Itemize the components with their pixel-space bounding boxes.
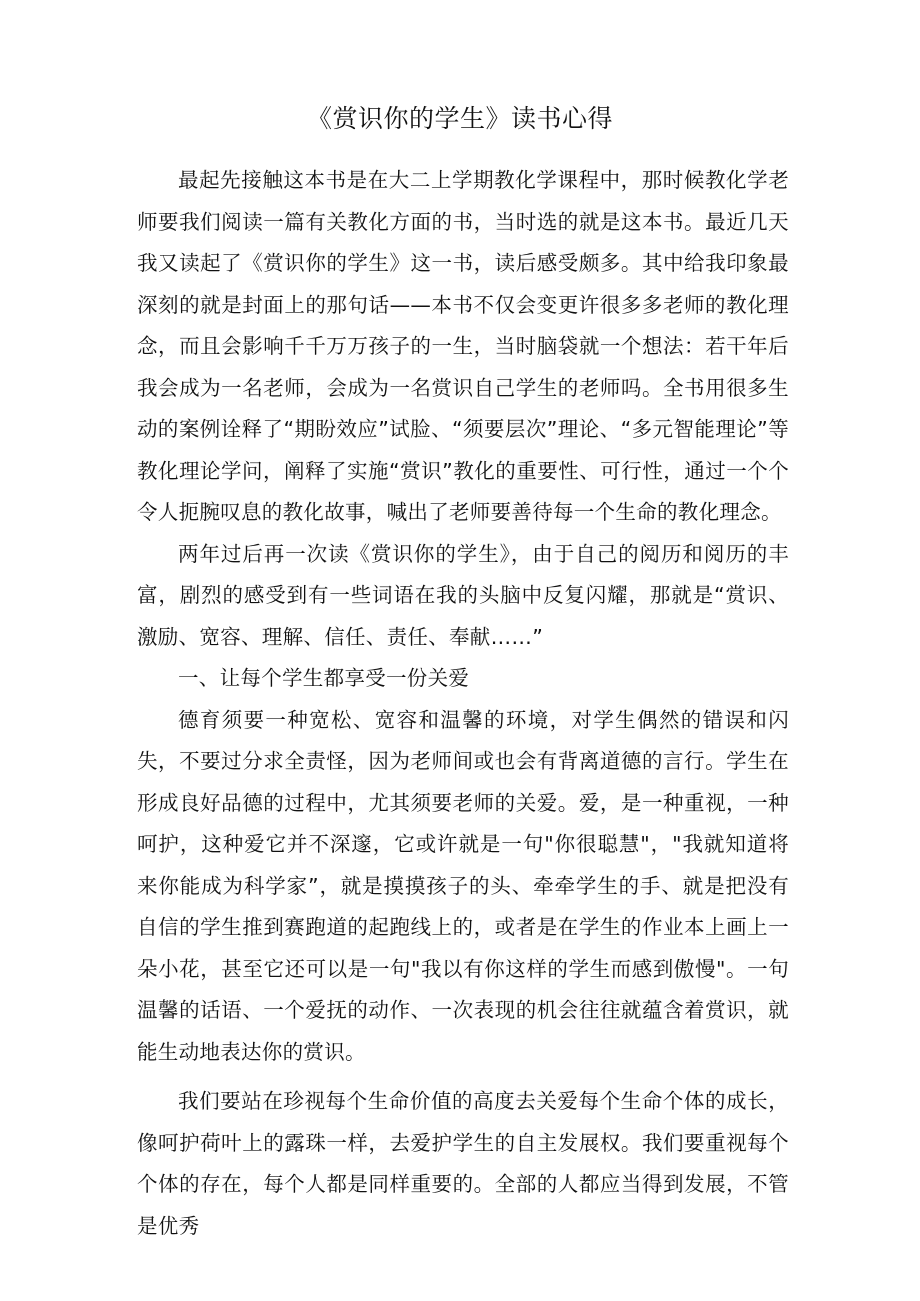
paragraph-care: 德育须要一种宽松、宽容和温馨的环境，对学生偶然的错误和闪失，不要过分求全责怪，因为老师间或也会有背离道德的言行。学生在形成良好品德的过程中，尤其须要老师的关爱。爱，是一种重视，一种呵护，这种爱它并不深邃，它或许就是一句"你很聪慧"，"我就知道将来你能成为科学家”，就是摸摸孩子的头、牵牵学生的手、就是把没有自信的学生推到赛跑道的起跑线上的，或者是在学生的作业本上画上一朵小花，甚至它还可以是一句"我以有你这样的学生而感到傲慢"。一句温馨的话语、一个爱抚的动作、一次表现的机会往往就蕴含着赏识，就能生动地表达你的赏识。: [137, 707, 789, 1064]
paragraph-reread: 两年过后再一次读《赏识你的学生》，由于自己的阅历和阅历的丰富，剧烈的感受到有一些词语在我的头脑中反复闪耀，那就是“赏识、激励、宽容、理解、信任、责任、奉献……”: [137, 541, 789, 649]
section-heading-1: 一、让每个学生都享受一份关爱: [178, 666, 470, 690]
paragraph-intro: 最起先接触这本书是在大二上学期教化学课程中，那时候教化学老师要我们阅读一篇有关教化方面的书，当时选的就是这本书。最近几天我又读起了《赏识你的学生》这一书，读后感受颇多。其中给我印象最深刻的就是封面上的那句话——本书不仅会变更许很多多老师的教化理念，而且会影响千千万万孩子的一生，当时脑袋就一个想法：若干年后我会成为一名老师，会成为一名赏识自己学生的老师吗。全书用很多生动的案例诠释了“期盼效应”试脸、“须要层次”理论、“多元智能理论”等教化理论学问，阐释了实施“赏识”教化的重要性、可行性，通过一个个令人扼腕叹息的教化故事，喊出了老师要善待每一个生命的教化理念。: [137, 168, 789, 524]
document-title: 《赏识你的学生》读书心得: [306, 104, 613, 133]
paragraph-value-life: 我们要站在珍视每个生命价值的高度去关爱每个生命个体的成长，像呵护荷叶上的露珠一样，去爱护学生的自主发展权。我们要重视每个个体的存在，每个人都是同样重要的。全部的人都应当得到发展，不管是优秀: [137, 1089, 789, 1238]
document-body: [137, 160, 789, 1247]
